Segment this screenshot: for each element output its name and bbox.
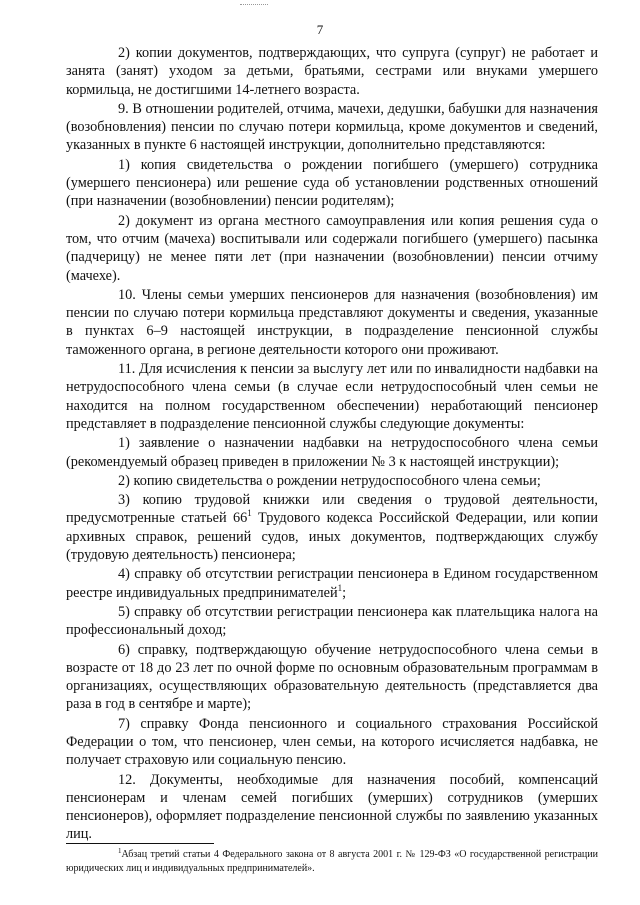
paragraph-11-6: 6) справку, подтверждающую обучение нетрудоспособного члена семьи в возрасте от 18 до 23 лет по очной форме по основным образовательным программам в организациях, осуществляющих образовательную деятельность (представляется два раза в год в сентябре и марте); (66, 641, 598, 713)
paragraph-11-3-text: 3) копию трудовой книжки или сведения о трудовой деятельности, предусмотренные статьей 66 (66, 492, 598, 527)
footnote-text: Абзац третий статьи 4 Федерального закона от 8 августа 2001 г. № 129-ФЗ «О государственной регистрации юридических лиц и индивидуальных предпринимателей». (66, 849, 598, 874)
document-body (66, 44, 598, 844)
paragraph-11-1: 1) заявление о назначении надбавки на нетрудоспособного члена семьи (рекомендуемый образец приведен в приложении № 3 к настоящей инструкции); (66, 435, 598, 470)
page-number: 7 (316, 22, 324, 37)
paragraph-8-2: 2) копии документов, подтверждающих, что супруга (супруг) не работает и занята (занят) уходом за детьми, братьями, сестрами или внуками умершего кормильца, не достигшими 14-летнего возраста. (66, 45, 598, 98)
footnote-marker: 1 (118, 847, 122, 855)
paragraph-11-5: 5) справку об отсутствии регистрации пенсионера как плательщика налога на профессиональный доход; (66, 603, 598, 639)
paragraph-12: 12. Документы, необходимые для назначения пособий, компенсаций пенсионерам и членам семей погибших (умерших) сотрудников (умерших пенсионеров), оформляет подразделение пенсионной службы по заявлению указанных лиц. (66, 771, 598, 843)
paragraph-10: 10. Члены семьи умерших пенсионеров для назначения (возобновления) им пенсии по случаю потери кормильца представляют документы и сведения, указанные в пунктах 6–9 настоящей инструкции, в подразделение пенсионной службы таможенного органа, в регионе деятельности которого они проживают. (66, 286, 598, 358)
paragraph-9-2: 2) документ из органа местного самоуправления или копия решения суда о том, что отчим (мачеха) воспитывали или содержали погибшего (умершего) пасынка (падчерицу) не менее пяти лет (при назначении (возобновлении) пенсии отчиму (мачехе). (66, 212, 598, 284)
scan-artifact (240, 4, 268, 6)
paragraph-11-3-text-cont: Трудового кодекса Российской Федерации, или копии архивных справок, решений судов, иных документов, подтверждающих службу (трудовую деятельность) пенсионера; (66, 510, 598, 564)
footnote-ref: 1 (337, 582, 343, 593)
footnote-ref: 1 (247, 508, 252, 519)
paragraph-9: 9. В отношении родителей, отчима, мачехи, дедушки, бабушки для назначения (возобновления) пенсии по случаю потери кормильца, кроме документов и сведений, указанных в пункте 6 настоящей инструкции, дополнительно представляются: (66, 100, 598, 154)
paragraph-11-2: 2) копию свидетельства о рождении нетрудоспособного члена семьи; (118, 472, 541, 489)
paragraph-11: 11. Для исчисления к пенсии за выслугу лет или по инвалидности надбавки на нетрудоспособного члена семьи (в случае если нетрудоспособный член семьи не находится на полном государственном обеспечении) неработающий пенсионер представляет в подразделение пенсионной службы следующие документы: (66, 361, 598, 432)
paragraph-11-7: 7) справку Фонда пенсионного и социального страхования Российской Федерации о том, что пенсионер, член семьи, на которого исчисляется надбавка, не получает страховую или социальную пенсию. (66, 715, 598, 769)
paragraph-11-4-text: 4) справку об отсутствии регистрации пенсионера в Едином государственном реестре индивидуальных предпринимателей (66, 566, 598, 601)
footnote (66, 848, 598, 876)
paragraph-11-4-text-cont: ; (342, 584, 347, 601)
paragraph-11-4 (66, 565, 598, 602)
paragraph-9-1: 1) копия свидетельства о рождении погибшего (умершего) сотрудника (умершего пенсионера) или решение суда об установлении родственных отношений (при назначении (возобновлении) пенсии родителям); (66, 156, 598, 210)
paragraph-11-3 (66, 491, 598, 564)
footnote-divider (66, 843, 214, 844)
